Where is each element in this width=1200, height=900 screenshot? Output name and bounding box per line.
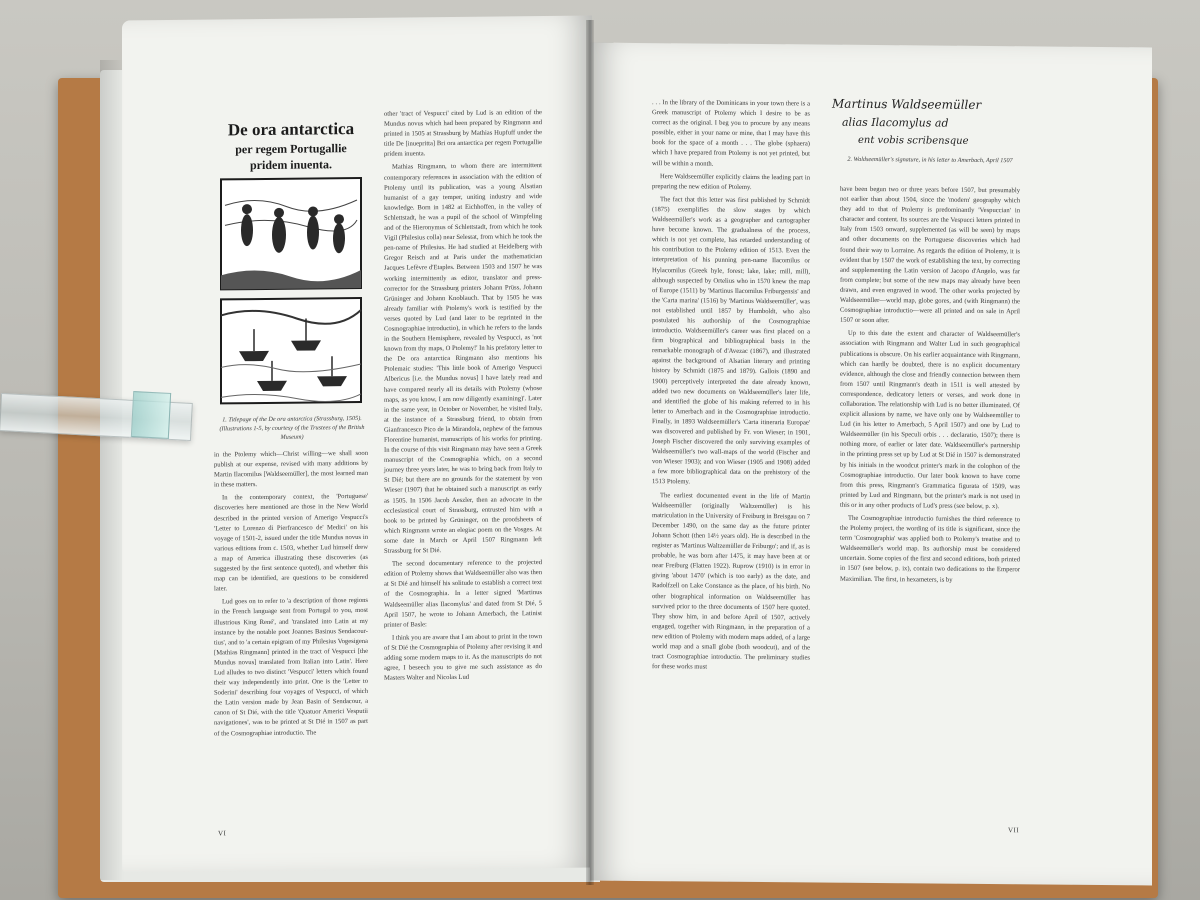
paragraph: In the contemporary context, the 'Portuguese' discoveries here mentioned are those in the New World described in the printed version of Amerigo Vespucci's 'Letter to Lorenzo di Pierfrancesco de' Medici' on his voyage of 1501-2, issued under the title Mundus novus in various editions from c. 1503, whether Lud himself drew a map of America illustrating these discoveries (as suggested by the first sentence quoted), and whether this map can be identified, are questions to be considered later.	[214, 493, 368, 593]
right-page	[590, 43, 1152, 886]
right-page-column-1	[652, 98, 810, 811]
woodcut-title-line-3: pridem inuenta.	[249, 157, 333, 173]
book-spine	[586, 20, 594, 885]
paragraph: have been begun two or three years before 1507, but presumably not earlier than about 1504, since the 'modern' geography which they add to that of Ptolemy is predominantly 'Vespuccian' in character and content. Its sources are the Vespucci letters printed in Italy from 1503 onward, supplemented (as will be seen) by maps and other documents on the Portuguese discoveries which had found their way to Lorraine. As regards the edition of Ptolemy, it is evident that by 1507 the work of establishing the text, by correcting and supplementing the Latin version of Jacopo d'Angelo, was far from complete; but some of the new maps may already have been drawn, and even engraved in wood. The other works projected by Waldseemüller—world map, globe gores, and (with Ringmann) the Cosmographiae introductio—were all printed and on sale in April 1507 or soon after.	[840, 185, 1020, 325]
page-number: VI	[218, 829, 227, 838]
acrylic-page-holder-end	[131, 391, 171, 439]
signature-line-2: alias Ilacomylus ad	[842, 115, 949, 130]
paragraph: Lud goes on to refer to 'a description of those regions in the French language sent from Portugal to you, most illustrious King René', and 'translated into Latin at my instance by the notable poet Joannes Basinus Sendacour-tius', and to 'a certain epigram of my Philesius Vogesigena [Mathias Ringmann] printed in the tract of Vespucci [the Mundus novus] translated from Italian into Latin'. Here Lud alludes to two distinct 'Vespucci' letters which found their way independently into print. One is the 'Letter to Soderini' describing four voyages of Vespucci, of which the Latin version made by Jean Basin of Sendacour, a canon of St Dié, with the title 'Quatuor Americi Vesputii navigationes', was to be printed at St Dié in 1507 as part of the Cosmographiae introductio. The	[214, 597, 368, 738]
signature-image	[828, 92, 1038, 152]
woodcut-caption: 1. Titlepage of the De ora antarctica (Strassburg, 1505). (Illustrations 1-5, by courtesy of the Trustees of the British Museum)	[219, 414, 365, 441]
woodcut-title-line-2: per regem Portugallie	[235, 141, 347, 157]
paragraph: other 'tract of Vespucci' cited by Lud is an edition of the Mundus novus which had been prepared by Ringmann and printed in 1505 at Strassburg by Mathias Hupfuff under the title De [inuepritta] Bri ora antarctica per regem Portugallie pridem inuenta.	[384, 109, 542, 159]
signature-line-1: Martinus Waldseemüller	[832, 96, 982, 112]
signature-line-3: ent vobis scribensque	[858, 134, 969, 147]
left-page	[122, 16, 592, 873]
paragraph: in the Ptolemy which—Christ willing—we shall soon publish at our expense, revised with many additions by Martin Ilacomilus [Waldseemüller], the most learned man in these matters.	[214, 449, 368, 489]
paragraph: The fact that this letter was first published by Schmidt (1875) exemplifies the slow stages by which Waldseemüller's work as a geographer and cartographer have become known. The gradualness of the process, which is not yet complete, has retarded understanding of his contribution to the Ptolemy edition of 1513. Even the interpretation of his punning pen-name Ilacomilus or Hylacomilus (Greek hyle, forest; lake, lake; mill, mill), although suspected by Ortelius who in 1570 knew the map of Europe (1511) by 'Martinus Ilacomilus Friburgensis' and the 'Carta marina' (1516) by 'Martinus Waldseemüller', was not established until 1857 by Humboldt, who also postulated his authorship of the Cosmographiae introductio. Waldseemüller's career was first placed on a firm biographical and bibliographical basis in the remarkable monograph of d'Avezac (1867), and illustrated against the background of Alsatian literary and printing history by Schmidt (1875 and 1879). Gallois (1890 and 1900) perceptively interpreted the date already known, added two new documents on Waldseemüller's later life, and identified the globe of his making referred to in his letter to Amerbach and in the Cosmographiae introductio. Finally, in 1893 Waldseemüller's 'Carta itineraria Europae' was discovered and published by Fr. von Wieser; in 1901, Joseph Fischer discovered the only surviving examples of Waldseemüller's two wall-maps of the world (Fischer and von Wieser 1903); and von Wieser (1905 and 1908) added a few more bibliographical data on the prehistory of the 1513 Ptolemy.	[652, 196, 810, 486]
paragraph: The Cosmographiae introductio furnishes the third reference to the Ptolemy project, the wording of its title is significant, since the term 'Cosmographia' was applied both to Ptolemy's treatise and to Waldseemüller's world map. Its authorship must be considered uncertain. Some copies of the first and second editions, both printed in 1507 (see below, p. ix), contain two dedications to the Emperor Maximilian. The first, in hexameters, is by	[840, 514, 1020, 584]
paragraph: I think you are aware that I am about to print in the town of St Dié the Cosmographia of Ptolemy after revising it and adding some modern maps to it. As the manuscripts do not agree, I beseech you to give me such assistance as do Masters Walter and Nicolas Lud	[384, 632, 542, 682]
signature-caption: 2. Waldseemüller's signature, in his letter to Amerbach, April 1507	[847, 155, 1013, 165]
paragraph: Mathias Ringmann, to whom there are intermittent contemporary references in association with the edition of Ptolemy until its publication, was a young Alsatian humanist of a gay temper, uniting industry and wide knowledge. Born in 1482 at Eichhoffen, in the valley of Schlettstadt, he was a pupil of the school of Wimpfeling and of the Hieronymus of Schlettstadt, from which he took Vigil (Philesius colla) near Selestat, from which he took the pen-name of Philesius. He had studied at Heidelberg with Gregor Reisch and at Paris under the mathematician Jacques Lefèvre d'Etaples. Between 1503 and 1507 he was working intermittently as editor, translator and press-corrector for the Strassburg printers Johann Prüss, Johann Grüninger and Johann Knoblauch. That by 1505 he was already familiar with Ptolemy's work is testified by the verses quoted by Lud (and later to be reprinted in the Cosmographiae introductio), in which he refers to the lands in the Southern Hemisphere, revealed by Vespucci, as 'not known from thy maps, O Ptolemy!' In his prefatory letter to the De ora antarctica Ringmann also mentions his Ptolemaic studies: 'This little book of Amerigo Vespucci Albericus [i.e. the Mundus novus] I have lately read and have compared nearly all its details with Ptolemy (whose maps, as you know, I am now diligently examining)'. Later in the same year, in October or November, he visited Italy, at the instance of a Strassburg friend, to obtain from Gianfrancesco Pico de la Mirandola, nephew of the famous Florentine humanist, manuscripts of his works for printing. In the course of this visit Ringmann may have seen a Greek manuscript of the Cosmographia which, on a second journey three years later, he was to bring back from Italy to St Dié; but there are no grounds for the statement by von Wieser (1907) that he obtained such a manuscript as early as 1505. In 1506 Jacob Aeszler, then an advocate in the ecclesiastical court of Strassburg, entrusted him with a book to be printed by Grüninger, on the proofsheets of which Ringmann wrote an elegiac poem on the Vosges. At some date in March or April 1507 Ringmann left Strassburg for St Dié.	[384, 162, 542, 555]
paragraph: Up to this date the extent and character of Waldseemüller's association with Ringmann and Walter Lud in such geographical publications is obscure. On his earlier acquaintance with Ringmann, which can hardly be doubted, there is no explicit documentary evidence, although the close and friendly connection between them from 1507 until Ringmann's death in 1511 is well attested by correspondence, dedicatory letters or verses, and work done in collaboration. The relationship with Lud is no better illuminated. Of explicit allusions by name, we have only one by Waldseemüller to Lud (in his letter to Amerbach, 5 April 1507) and one by Lud to Waldseemüller (in his Speculi orbis . . . declaratio, 1507); there is nothing more, of earlier or later date. Waldseemüller's partnership in the printing press set up by Lud at St Dié in 1507 is demonstrated by his initials in the woodcut printer's mark in the colophon of the Cosmographiae introductio. Our later book known to have come from this press, Ringmann's Grammatica figurata of 1509, was printed by Lud and Ringmann, but the printer's mark is not used in this or in any other products of Lud's press (see below, p. x).	[840, 330, 1020, 511]
woodcut-title-line-1: De ora antarctica	[227, 119, 355, 140]
paragraph: Here Waldseemüller explicitly claims the leading part in preparing the new edition of Ptolemy.	[652, 172, 810, 191]
page-number: VII	[1008, 826, 1020, 835]
woodcut-illustration	[217, 114, 365, 412]
left-page-column-2	[384, 108, 542, 822]
paragraph: The second documentary reference to the projected edition of Ptolemy shows that Waldseemüller also was then at St Dié and himself his solitude to establish a correct text of the Cosmographia. In a letter signed 'Martinus Waldseemüller alias Ilacomylus' and dated from St Dié, 5 April 1507, he wrote to Johann Amerbach, the Latinist printer of Basle:	[384, 559, 542, 629]
paragraph: . . . In the library of the Dominicans in your town there is a Greek manuscript of Ptolemy which I desire to be as correct as the original. I beg you to procure by any means possible, either in your name or mine, that I may have this book for the space of a month . . . The globe (sphaera) which I have prepared from Ptolemy is not yet printed, but will be within a month.	[652, 99, 810, 168]
paragraph: The earliest documented event in the life of Martin Waldseemüller (originally Waltzemüller) is his matriculation in the University of Freiburg in Breisgau on 7 December 1490, on the same day as the future printer Johann Schott (then 14½ years old). He is described in the register as 'Martinus Waltzemüller de Friburgo'; and if, as is probable, he was born after 1475, it may have been at or near Freiburg (Flatten 1922). Ruprow (1910) is in error in giving 'about 1470' (which is too early) as the date, and Radolfzell on Lake Constance as the place, of his birth. No other biographical information on Waldseemüller has survived prior to the three documents of 1507 here quoted. They show him, in and before April of 1507, actively engaged, together with Ringmann, in the preparation of a new edition of Ptolemy with modern maps added, of a large world map and a small globe (both woodcut), and of the tract Cosmographiae introductio. The preliminary studies for these works must	[652, 491, 810, 671]
right-page-column-2	[840, 185, 1020, 817]
page-edge-shadow	[100, 60, 124, 880]
left-page-column-1	[214, 449, 368, 821]
